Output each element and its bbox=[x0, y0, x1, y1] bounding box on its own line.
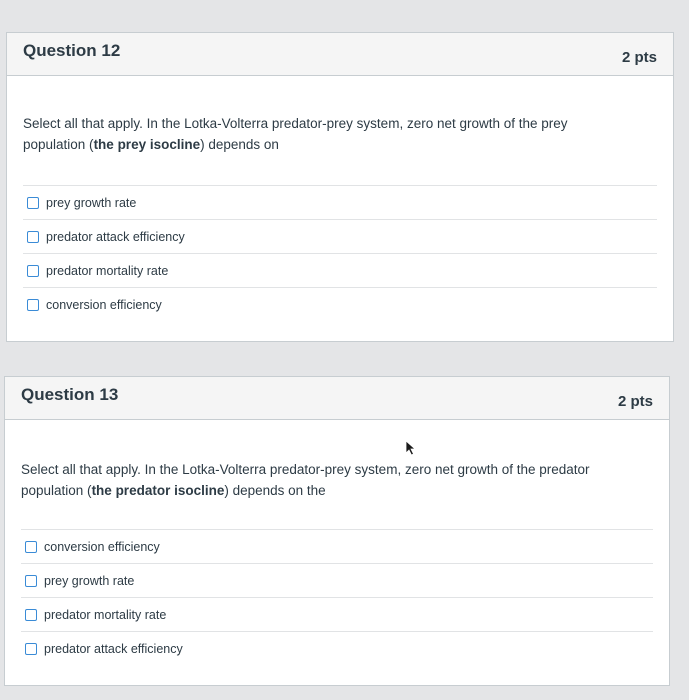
checkbox-icon[interactable] bbox=[25, 643, 37, 655]
answer-label[interactable]: predator mortality rate bbox=[44, 607, 167, 622]
answer-option[interactable] bbox=[21, 597, 653, 631]
answer-option[interactable] bbox=[23, 287, 657, 321]
checkbox-icon[interactable] bbox=[27, 231, 39, 243]
answer-label[interactable]: predator mortality rate bbox=[46, 263, 169, 278]
question-title: Question 13 bbox=[21, 385, 119, 404]
checkbox-icon[interactable] bbox=[25, 575, 37, 587]
checkbox-icon[interactable] bbox=[25, 609, 37, 621]
question-prompt bbox=[21, 459, 621, 501]
answer-option[interactable] bbox=[21, 563, 653, 597]
prompt-bold-text: the predator isocline bbox=[91, 483, 225, 498]
answer-option[interactable] bbox=[23, 219, 657, 253]
mouse-cursor-icon bbox=[404, 440, 418, 456]
checkbox-icon[interactable] bbox=[27, 299, 39, 311]
answer-label[interactable]: prey growth rate bbox=[44, 573, 135, 588]
prompt-text: Select all that apply. In the Lotka-Volterra predator-prey system, zero net growth of the predator population ( bbox=[21, 462, 590, 498]
prompt-bold-text: the prey isocline bbox=[93, 137, 201, 152]
question-points: 2 pts bbox=[621, 49, 657, 66]
answer-list bbox=[23, 185, 657, 321]
checkbox-icon[interactable] bbox=[27, 265, 39, 277]
question-header bbox=[7, 33, 673, 76]
prompt-text-end: ) depends on the bbox=[224, 483, 326, 498]
question-prompt bbox=[23, 113, 623, 155]
question-12-card bbox=[6, 32, 674, 342]
answer-option[interactable] bbox=[23, 253, 657, 287]
question-points: 2 pts bbox=[617, 393, 653, 410]
answer-option[interactable] bbox=[23, 185, 657, 219]
answer-option[interactable] bbox=[21, 529, 653, 563]
checkbox-icon[interactable] bbox=[27, 197, 39, 209]
question-header bbox=[5, 377, 669, 420]
answer-list bbox=[21, 529, 653, 665]
prompt-text-end: ) depends on bbox=[200, 137, 279, 152]
answer-label[interactable]: prey growth rate bbox=[46, 195, 137, 210]
checkbox-icon[interactable] bbox=[25, 541, 37, 553]
answer-label[interactable]: conversion efficiency bbox=[44, 539, 160, 554]
answer-label[interactable]: predator attack efficiency bbox=[46, 229, 185, 244]
question-13-card bbox=[4, 376, 670, 686]
prompt-text: Select all that apply. In the Lotka-Volterra predator-prey system, zero net growth of the prey population ( bbox=[23, 116, 568, 152]
question-title: Question 12 bbox=[23, 41, 121, 60]
answer-option[interactable] bbox=[21, 631, 653, 665]
answer-label[interactable]: predator attack efficiency bbox=[44, 641, 183, 656]
answer-label[interactable]: conversion efficiency bbox=[46, 297, 162, 312]
